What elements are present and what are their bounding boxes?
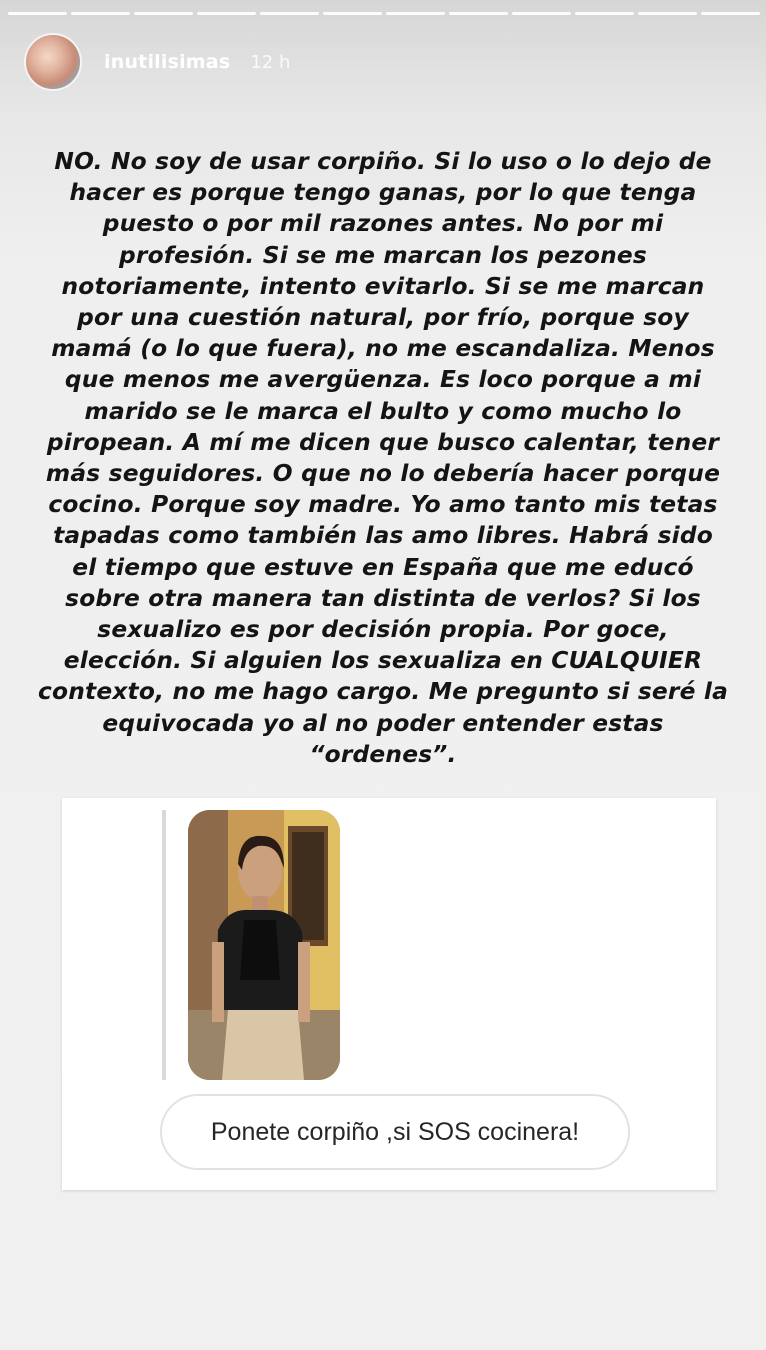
story-text-line: profesión. Si se me marcan los pezones	[119, 241, 647, 269]
story-text-line: tapadas como también las amo libres. Habrá sido	[53, 522, 713, 550]
story-header	[24, 32, 744, 92]
progress-segment	[71, 12, 130, 15]
story-text-line: notoriamente, intento evitarlo. Si se me marcan	[61, 272, 705, 300]
quote-bar	[162, 810, 166, 1080]
story-text-line: mamá (o lo que fuera), no me escandaliza. Menos	[51, 335, 715, 363]
story-text-line: puesto o por mil razones antes. No por mi	[102, 210, 664, 238]
username[interactable]: inutilisimas	[104, 51, 231, 73]
story-text-line: contexto, no me hago cargo. Me pregunto si seré la	[37, 678, 728, 706]
story-text-line: elección. Si alguien los sexualiza en CUALQUIER	[63, 647, 703, 675]
avatar[interactable]	[24, 33, 82, 91]
story-text-line: sobre otra manera tan distinta de verlos? Si los	[65, 584, 701, 612]
progress-segment	[134, 12, 193, 15]
progress-segment	[260, 12, 319, 15]
story-text-line: marido se le marca el bulto y como mucho lo	[84, 397, 682, 425]
story-text-line: que menos me avergüenza. Es loco porque a mi	[64, 366, 702, 394]
story-progress-bar	[8, 12, 760, 16]
progress-segment	[197, 12, 256, 15]
progress-segment	[575, 12, 634, 15]
woman-photo[interactable]	[188, 810, 340, 1080]
story-text-line: por una cuestión natural, por frío, porque soy	[77, 304, 689, 332]
progress-segment	[512, 12, 571, 15]
progress-segment	[8, 12, 67, 15]
story-text	[22, 146, 744, 770]
story-text-line: más seguidores. O que no lo debería hacer porque	[45, 460, 721, 488]
story-text-line: cocino. Porque soy madre. Yo amo tanto mis tetas	[48, 491, 718, 519]
progress-segment	[701, 12, 760, 15]
progress-segment	[323, 12, 382, 15]
story-text-line: el tiempo que estuve en España que me educó	[72, 553, 694, 581]
story-text-line: piropean. A mí me dicen que busco calentar, tener	[46, 428, 720, 456]
post-time: 12 h	[250, 51, 291, 73]
story-text-line: NO. No soy de usar corpiño. Si lo uso o lo dejo de	[54, 148, 712, 175]
story-text-line: “ordenes”.	[309, 740, 457, 768]
story-text-line: hacer es porque tengo ganas, por lo que tenga	[69, 179, 697, 207]
reply-card	[62, 798, 716, 1190]
reply-bubble: Ponete corpiño ,si SOS cocinera!	[160, 1094, 630, 1170]
story-text-line: sexualizo es por decisión propia. Por goce,	[97, 616, 669, 644]
progress-segment	[449, 12, 508, 15]
progress-segment	[386, 12, 445, 15]
progress-segment	[638, 12, 697, 15]
story-text-line: equivocada yo al no poder entender estas	[102, 709, 664, 737]
